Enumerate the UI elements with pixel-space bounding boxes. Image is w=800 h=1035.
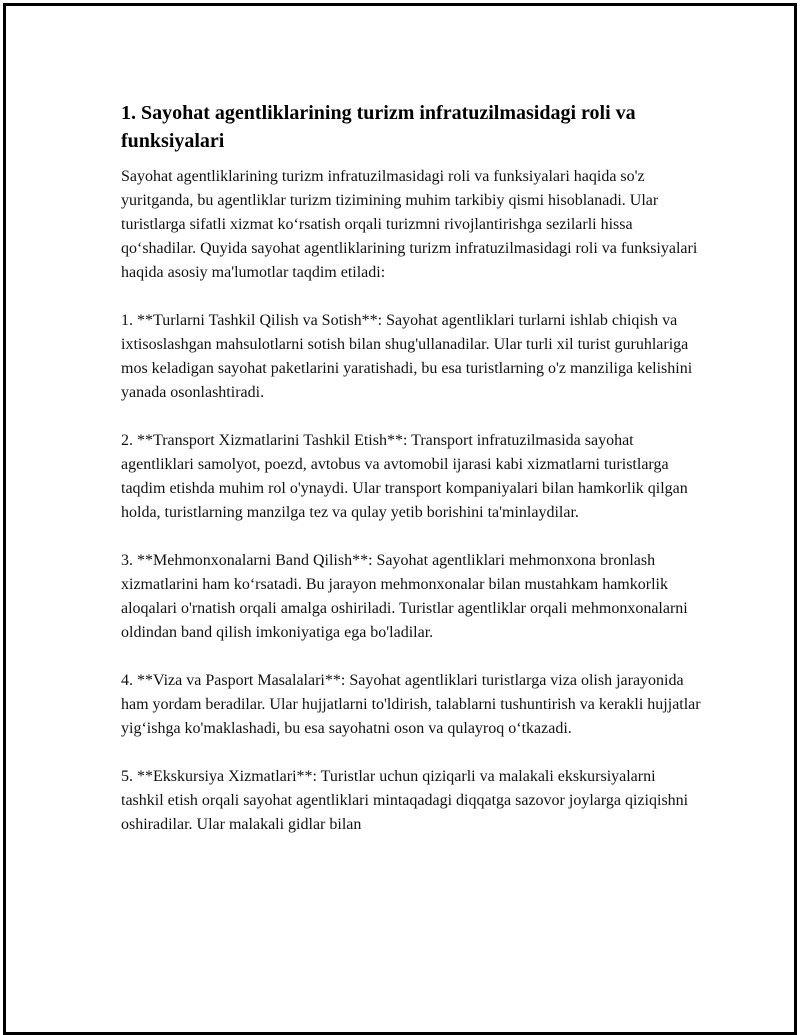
page-frame [3, 3, 797, 1035]
list-item-tours: 1. **Turlarni Tashkil Qilish va Sotish**: Sayohat agentliklari turlarni ishlab chiqish va ixtisoslashgan mahsulotlarni sotish bilan shug'ullanadilar. Ular turli xil turist guruhlariga mos keladigan sayohat paketlarini yaratishadi, bu esa turistlarning o'z manziliga kelishini yanada osonlashtiradi. [121, 312, 693, 401]
list-item-excursions: 5. **Ekskursiya Xizmatlari**: Turistlar uchun qiziqarli va malakali ekskursiyalarni tashkil etish orqali sayohat agentliklari mintaqadagi diqqatga sazovor joylarga qiziqishni oshiradilar. Ular malakali gidlar bilan [121, 768, 689, 833]
list-item-hotels: 3. **Mehmonxonalarni Band Qilish**: Sayohat agentliklari mehmonxona bronlash xizmatlarini ham ko‘rsatadi. Bu jarayon mehmonxonalar bilan mustahkam hamkorlik aloqalari o'rnatish orqali amalga oshiriladi. Turistlar agentliklar orqali mehmonxonalarni oldindan band qilish imkoniyatiga ega bo'ladilar. [121, 552, 688, 641]
intro-paragraph: Sayohat agentliklarining turizm infratuzilmasidagi roli va funksiyalari haqida so'z yuritganda, bu agentliklar turizm tizimining muhim tarkibiy qismi hisoblanadi. Ular turistlarga sifatli xizmat ko‘rsatish orqali turizmni rivojlantirishga sezilarli hissa qo‘shadilar. Quyida sayohat agentliklarining turizm infratuzilmasidagi roli va funksiyalari haqida asosiy ma'lumotlar taqdim etiladi: [121, 168, 698, 281]
document-body [121, 99, 701, 861]
list-item-transport: 2. **Transport Xizmatlarini Tashkil Etish**: Transport infratuzilmasida sayohat agentliklari samolyot, poezd, avtobus va avtomobil ijarasi kabi xizmatlarni turistlarga taqdim etishda muhim rol o'ynaydi. Ular transport kompaniyalari bilan hamkorlik qilgan holda, turistlarning manzilga tez va qulay yetib borishini ta'minlaydilar. [121, 432, 688, 521]
section-heading: 1. Sayohat agentliklarining turizm infratuzilmasidagi roli va funksiyalari [121, 102, 636, 152]
list-item-visa: 4. **Viza va Pasport Masalalari**: Sayohat agentliklari turistlarga viza olish jarayonida ham yordam beradilar. Ular hujjatlarni to'ldirish, talablarni tushuntirish va kerakli hujjatlar yig‘ishga ko'maklashadi, bu esa sayohatni oson va qulayroq o‘tkazadi. [121, 672, 701, 737]
